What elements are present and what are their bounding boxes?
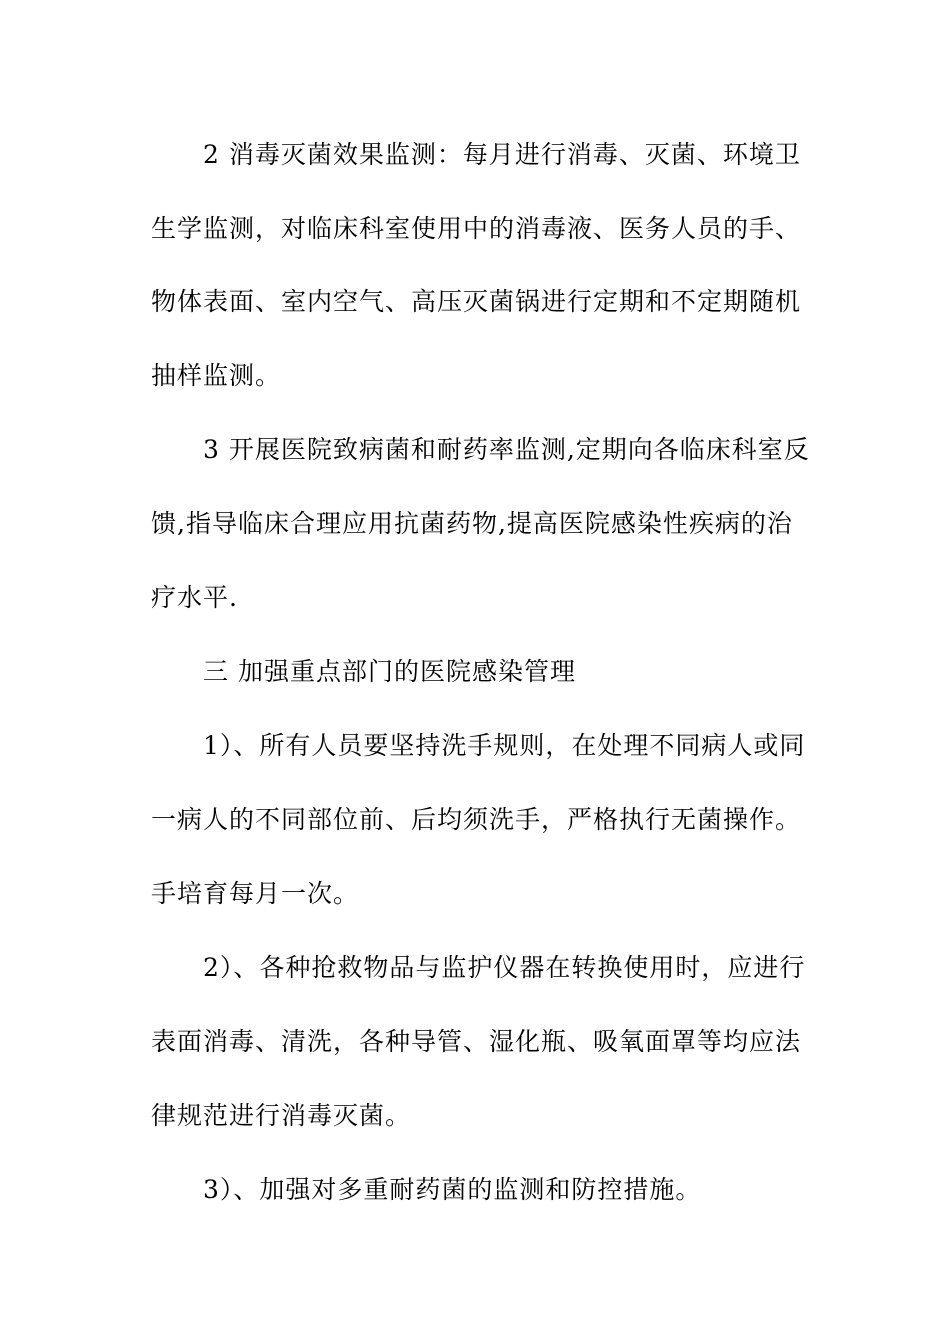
paragraph-2-line-1: 3 开展医院致病菌和耐药率监测,定期向各临床科室反 — [203, 435, 810, 464]
paragraph-6-line-1: 3）、加强对多重耐药菌的监测和防控措施。 — [203, 1175, 702, 1204]
paragraph-1-line-2: 生学监测，对临床科室使用中的消毒液、医务人员的手、 — [151, 214, 802, 243]
paragraph-5-line-1: 2）、各种抢救物品与监护仪器在转换使用时，应进行 — [203, 953, 806, 982]
paragraph-4-line-2: 一病人的不同部位前、后均须洗手，严格执行无菌操作。 — [151, 805, 802, 834]
paragraph-2-line-2: 馈,指导临床合理应用抗菌药物,提高医院感染性疾病的治 — [151, 509, 793, 538]
paragraph-1-line-3: 物体表面、室内空气、高压灭菌锅进行定期和不定期随机 — [151, 287, 802, 316]
paragraph-2-line-3: 疗水平. — [151, 583, 238, 612]
paragraph-4-line-3: 手培育每月一次。 — [151, 879, 360, 908]
paragraph-1-line-4: 抽样监测。 — [151, 361, 282, 390]
paragraph-4-line-1: 1）、所有人员要坚持洗手规则，在处理不同病人或同 — [203, 731, 806, 760]
paragraph-5-line-3: 律规范进行消毒灭菌。 — [151, 1101, 412, 1130]
paragraph-5-line-2: 表面消毒、清洗，各种导管、湿化瓶、吸氧面罩等均应法 — [151, 1027, 802, 1056]
section-heading: 三 加强重点部门的医院感染管理 — [203, 657, 576, 686]
paragraph-1-line-1: 2 消毒灭菌效果监测：每月进行消毒、灭菌、环境卫 — [203, 140, 801, 169]
